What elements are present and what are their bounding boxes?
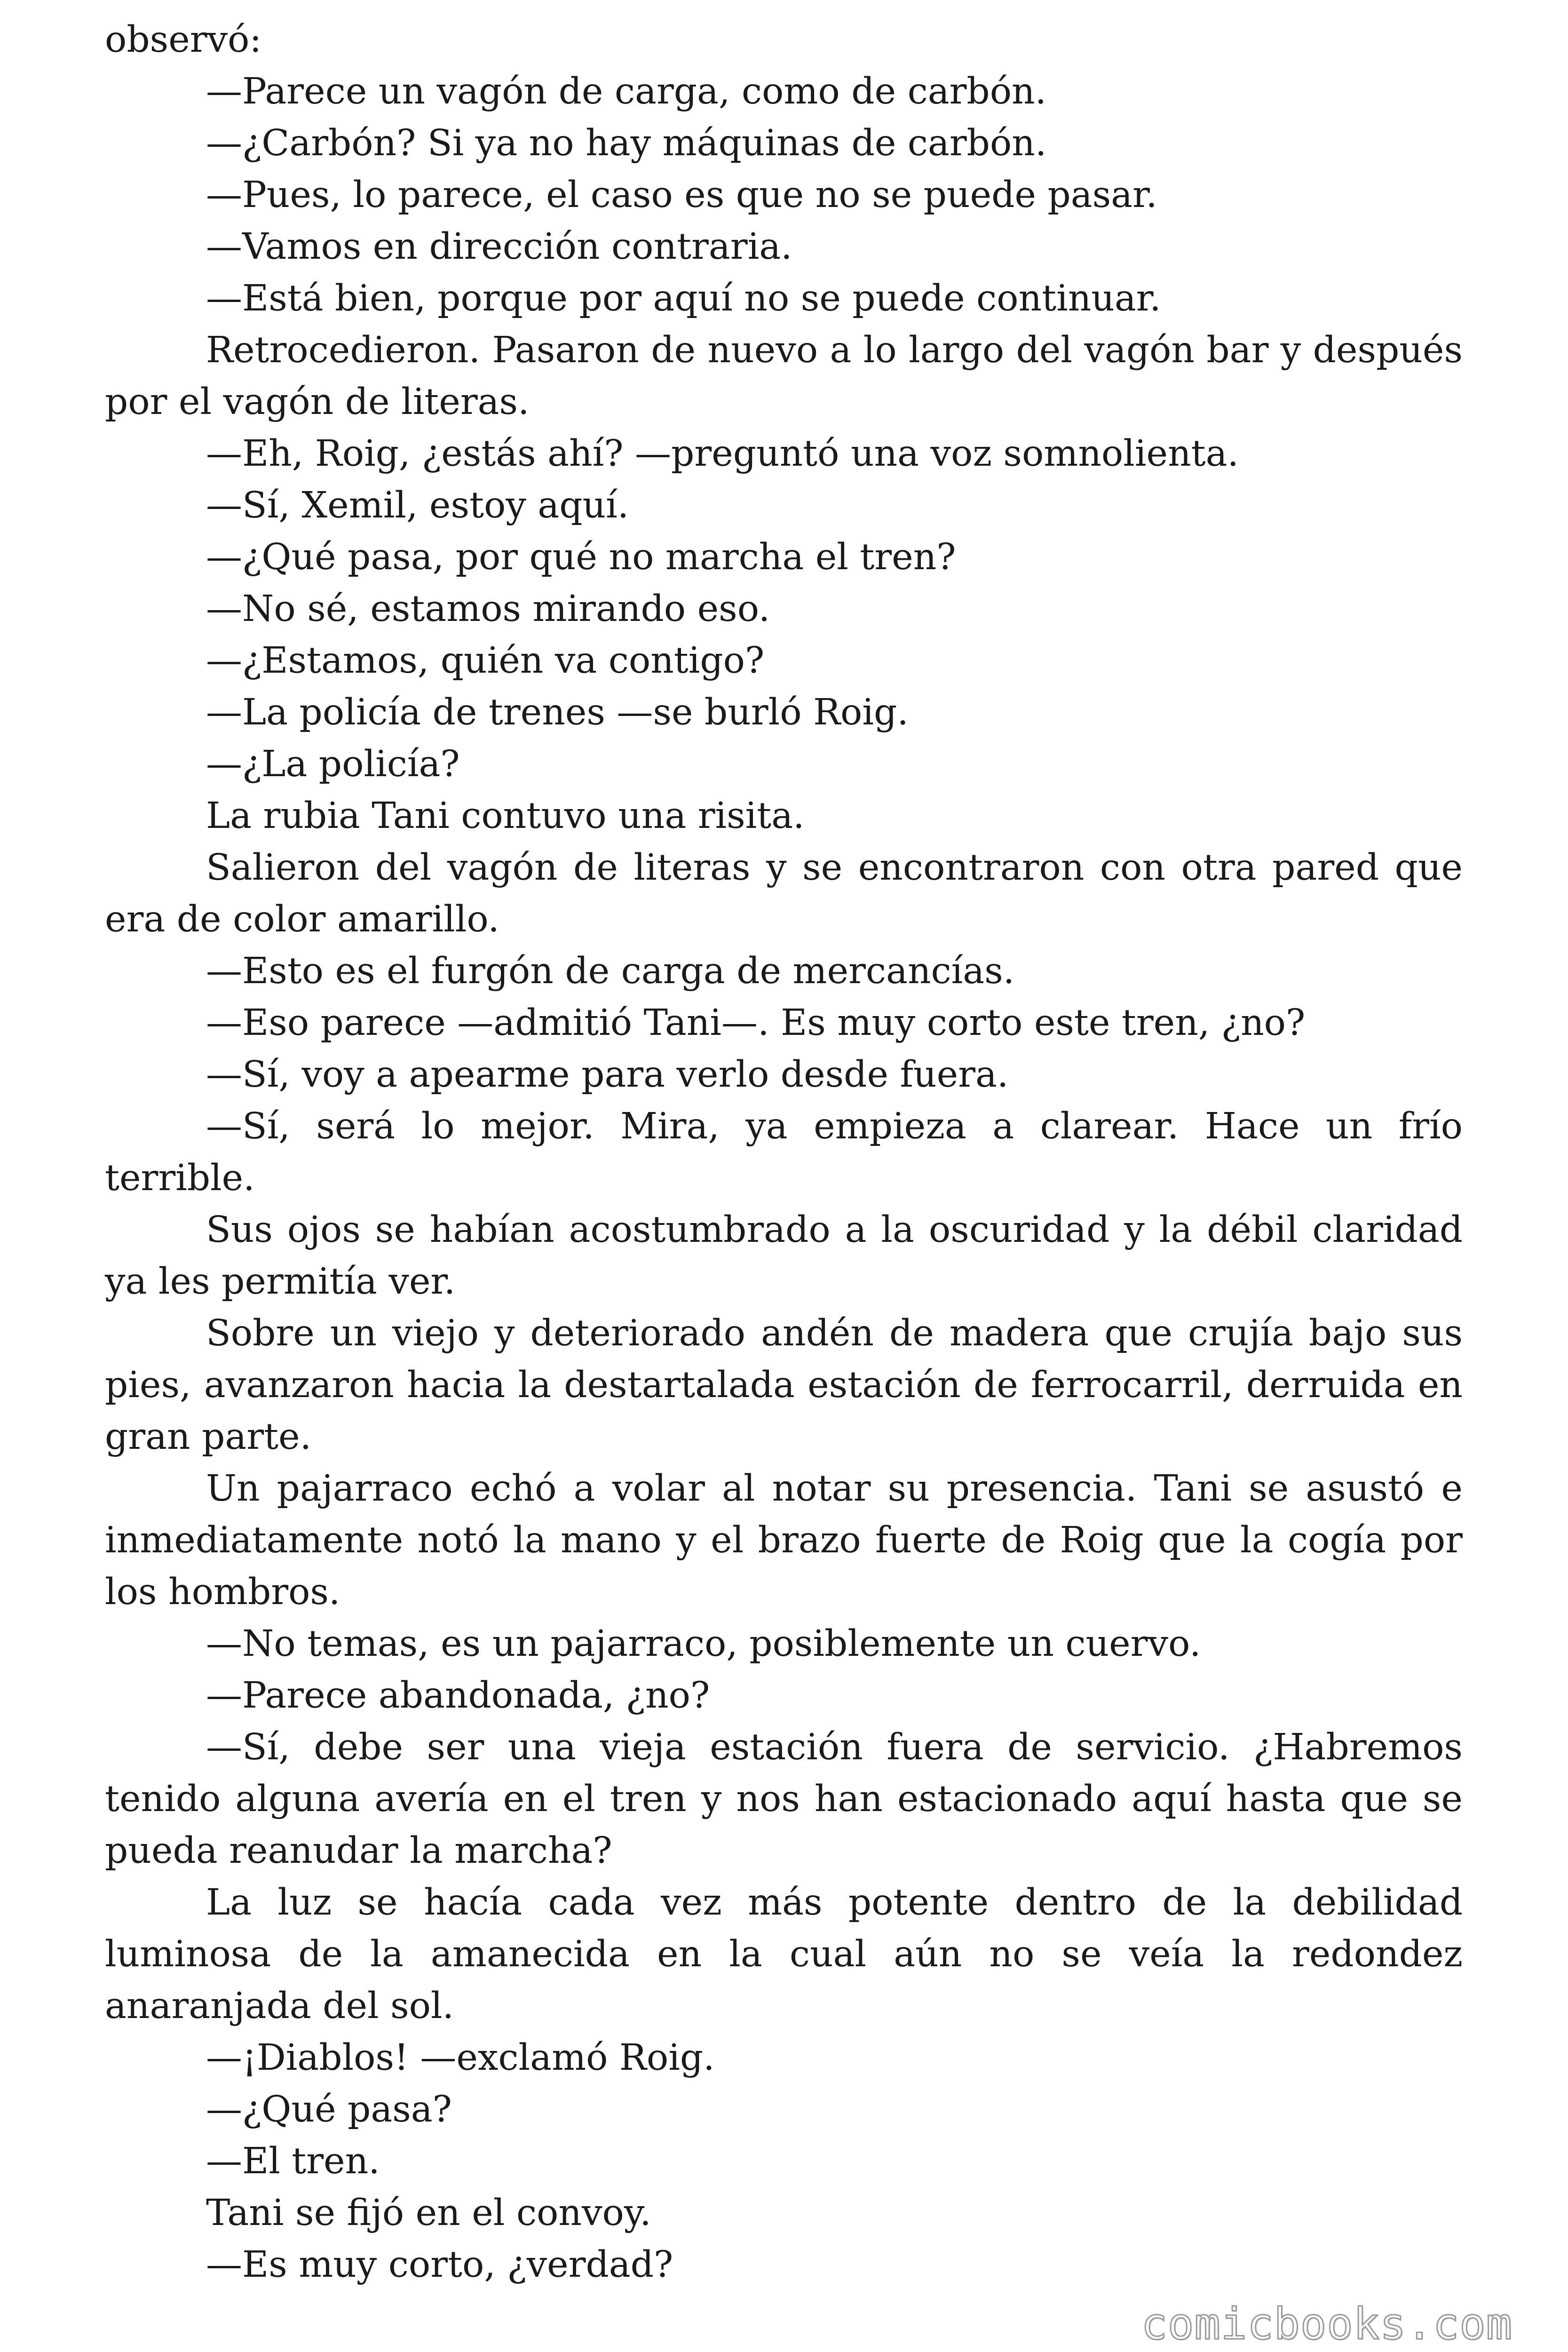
paragraph: —Sí, voy a apearme para verlo desde fuera. [206, 1054, 1009, 1096]
paragraph: Sobre un viejo y deteriorado andén de madera que crujía bajo sus pies, avanzaron hacia la destartalada estación de ferrocarril, derruida en gran parte. [105, 1312, 1463, 1458]
paragraph: —Eso parece —admitió Tani—. Es muy corto este tren, ¿no? [206, 1002, 1306, 1044]
paragraph: —Sí, debe ser una vieja estación fuera de servicio. ¿Habremos tenido alguna avería en el tren y nos han estacionado aquí hasta que se pueda reanudar la marcha? [105, 1726, 1463, 1872]
paragraph: —Sí, será lo mejor. Mira, ya empieza a clarear. Hace un frío terrible. [105, 1105, 1463, 1199]
paragraph: Tani se fijó en el convoy. [206, 2192, 651, 2234]
paragraph: La luz se hacía cada vez más potente dentro de la debilidad luminosa de la amanecida en la cual aún no se veía la redondez anaranjada del sol. [105, 1882, 1463, 2027]
paragraph: La rubia Tani contuvo una risita. [206, 795, 805, 837]
paragraph: —El tren. [206, 2140, 380, 2182]
paragraph: —Es muy corto, ¿verdad? [206, 2244, 673, 2286]
paragraph: —Parece abandonada, ¿no? [206, 1675, 710, 1716]
paragraph: Un pajarraco echó a volar al notar su presencia. Tani se asustó e inmediatamente notó la mano y el brazo fuerte de Roig que la cogía por los hombros. [105, 1468, 1463, 1613]
paragraph: —¿La policía? [206, 743, 460, 785]
paragraph: —No temas, es un pajarraco, posiblemente un cuervo. [206, 1623, 1201, 1665]
book-page-text [105, 14, 1463, 2291]
paragraph: —¿Qué pasa, por qué no marcha el tren? [206, 536, 956, 578]
paragraph: —¿Carbón? Si ya no hay máquinas de carbón. [206, 122, 1047, 164]
paragraph: Sus ojos se habían acostumbrado a la oscuridad y la débil claridad ya les permitía ver. [105, 1209, 1463, 1303]
paragraph: Retrocedieron. Pasaron de nuevo a lo largo del vagón bar y después por el vagón de literas. [105, 329, 1463, 423]
paragraph: —¡Diablos! —exclamó Roig. [206, 2037, 715, 2079]
paragraph: —Eh, Roig, ¿estás ahí? —preguntó una voz somnolienta. [206, 433, 1239, 475]
paragraph: —Esto es el furgón de carga de mercancías. [206, 950, 1015, 992]
paragraph: —No sé, estamos mirando eso. [206, 588, 770, 630]
paragraph: —Parece un vagón de carga, como de carbón. [206, 71, 1047, 112]
paragraph: —¿Estamos, quién va contigo? [206, 640, 765, 682]
paragraph: —Sí, Xemil, estoy aquí. [206, 485, 629, 526]
paragraph: Salieron del vagón de literas y se encontraron con otra pared que era de color amarillo. [105, 847, 1463, 940]
paragraph: —Vamos en dirección contraria. [206, 226, 792, 268]
paragraph: —Está bien, porque por aquí no se puede continuar. [206, 278, 1161, 319]
paragraph: —La policía de trenes —se burló Roig. [206, 691, 909, 733]
watermark: comicbooks.com [1141, 2299, 1513, 2349]
paragraph: —Pues, lo parece, el caso es que no se puede pasar. [206, 174, 1157, 216]
paragraph: observó: [105, 19, 262, 61]
paragraph: —¿Qué pasa? [206, 2089, 452, 2130]
